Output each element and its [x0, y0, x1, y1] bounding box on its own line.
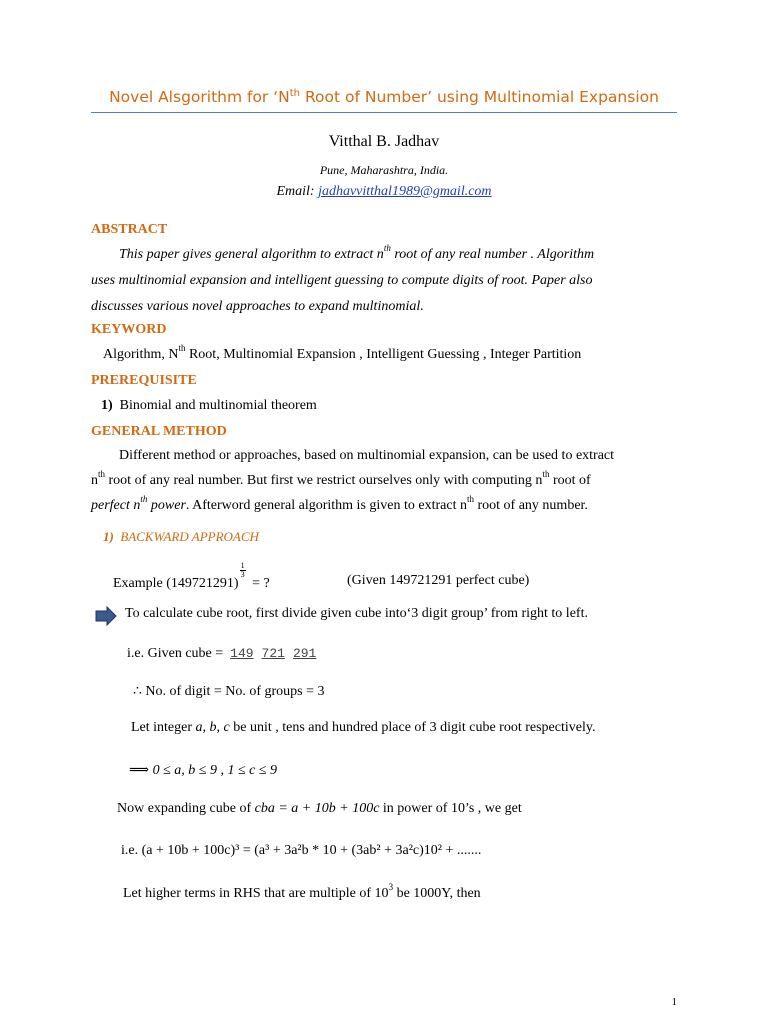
- abstract-heading: ABSTRACT: [91, 222, 168, 237]
- author-affiliation: Pune, Maharashtra, India.: [319, 163, 449, 177]
- email-link[interactable]: jadhavvitthal1989@gmail.com: [318, 184, 492, 199]
- prerequisite-heading: PREREQUISITE: [91, 373, 197, 388]
- now-expanding-line: Now expanding cube of cba = a + 10b + 100c in power of 10’s , we get: [117, 801, 522, 816]
- digit-group: 149: [230, 646, 254, 661]
- general-line-3: perfect $n^{th}$ power. Afterword general algorithm is given to extract $n^{th}$ root of any number.: [91, 494, 588, 513]
- general-line-2: $n^{th}$ root of any real number. But first we restrict ourselves only with computing $n^{th}$ root of: [91, 469, 591, 488]
- paper-title: Novel Alsgorithm for ‘$N^{th}$ Root of Number’ using Multinomial Expansion: [109, 88, 659, 107]
- author-email: Email: jadhavvitthal1989@gmail.com: [276, 184, 492, 199]
- example-note: (Given 149721291 perfect cube): [347, 573, 530, 588]
- arrow-right-icon: [95, 606, 117, 626]
- let-integer-line: Let integer a, b, c be unit , tens and hundred place of 3 digit cube root respectively.: [131, 720, 596, 735]
- author-name: Vitthal B. Jadhav: [328, 133, 440, 150]
- backward-approach-heading: 1) BACKWARD APPROACH: [103, 529, 259, 544]
- digit-group: 291: [292, 646, 317, 661]
- implies-line: ⟹ 0 ≤ a, b ≤ 9 , 1 ≤ c ≤ 9: [129, 763, 278, 778]
- example-line: Example (149721291) $\frac{1}{3}$ = ?: [113, 561, 270, 591]
- page-number: 1: [671, 996, 677, 1008]
- general-method-heading: GENERAL METHOD: [91, 424, 227, 439]
- general-line-1: Different method or approaches, based on multinomial expansion, can be used to extract: [119, 448, 615, 463]
- given-cube-line: i.e. Given cube = 149 721 291: [127, 646, 317, 661]
- step-text: To calculate cube root, first divide given cube into‘3 digit group’ from right to left.: [125, 606, 588, 621]
- keyword-heading: KEYWORD: [91, 322, 167, 337]
- higher-terms-line: Let higher terms in RHS that are multiple of $10^3$ be 1000Y, then: [123, 882, 481, 901]
- abstract-text: This paper gives general algorithm to extract $n^{th}$ root of any real number . Algorithm uses multinomial expansion and intelligent guessing to compute digits of root. Paper also discusses various novel approaches to expand multinomial.: [91, 243, 595, 314]
- therefore-line: ∴ No. of digit = No. of groups = 3: [133, 684, 325, 699]
- digit-group: 721: [261, 646, 285, 661]
- title-rule: [91, 112, 677, 113]
- expansion-equation: i.e. (a + 10b + 100c)³ = (a³ + 3a²b * 10 + (3ab² + 3a²c)10² + .......: [121, 843, 482, 858]
- prerequisite-item: 1) Binomial and multinomial theorem: [101, 398, 317, 413]
- keyword-text: Algorithm, $N^{th}$ Root, Multinomial Expansion , Intelligent Guessing , Integer Partition: [103, 343, 582, 362]
